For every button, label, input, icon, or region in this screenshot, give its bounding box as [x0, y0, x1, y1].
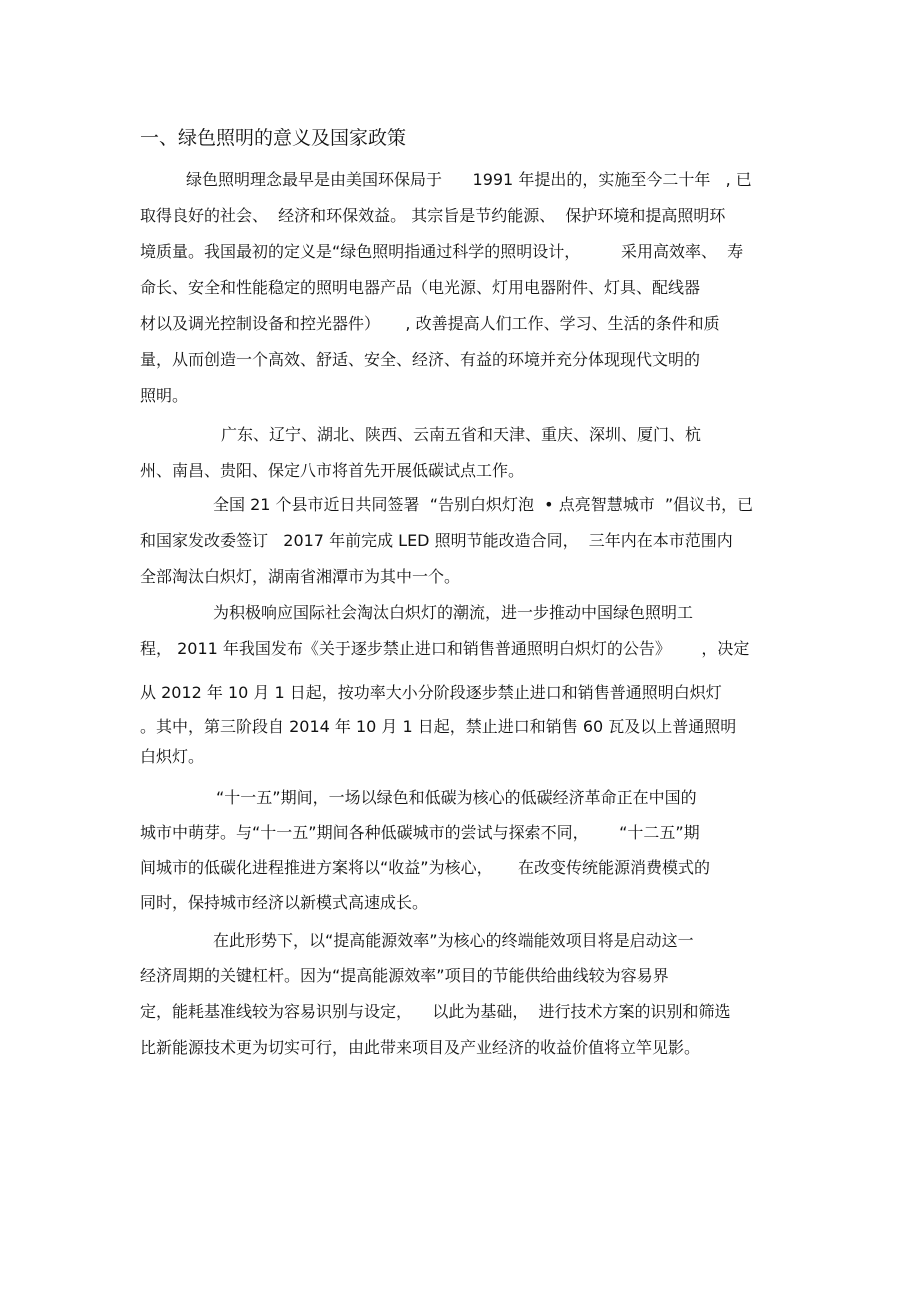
paragraph-5-line-3: 间城市的低碳化进程推进方案将以“收益”为核心， 在改变传统能源消费模式的: [140, 858, 711, 877]
paragraph-3-line-1: 全国 21 个县市近日共同签署 “告别白炽灯泡 • 点亮智慧城市 ”倡议书，已: [213, 495, 754, 514]
paragraph-1-line-2: 取得良好的社会、 经济和环保效益。 其宗旨是节约能源、 保护环境和提高照明环: [140, 206, 726, 225]
paragraph-1-line-6: 量，从而创造一个高效、舒适、安全、经济、有益的环境并充分体现现代文明的: [140, 350, 701, 369]
paragraph-1-line-5: 材以及调光控制设备和控光器件） , 改善提高人们工作、学习、生活的条件和质: [140, 314, 720, 333]
section-heading: 一、绿色照明的意义及国家政策: [140, 127, 407, 149]
paragraph-2-line-1: 广东、辽宁、湖北、陕西、云南五省和天津、重庆、深圳、厦门、杭: [221, 425, 702, 444]
paragraph-1-line-3: 境质量。我国最初的定义是“绿色照明指通过科学的照明设计， 采用高效率、 寿: [140, 242, 744, 261]
paragraph-6-line-2: 经济周期的关键杠杆。因为“提高能源效率”项目的节能供给曲线较为容易界: [140, 966, 669, 985]
paragraph-3-line-3: 全部淘汰白炽灯，湖南省湘潭市为其中一个。: [140, 567, 461, 586]
paragraph-5-line-1: “十一五”期间，一场以绿色和低碳为核心的低碳经济革命正在中国的: [216, 788, 697, 807]
paragraph-5-line-2: 城市中萌芽。与“十一五”期间各种低碳城市的尝试与探索不同， “十二五”期: [140, 823, 700, 842]
paragraph-4-line-4: 。其中，第三阶段自 2014 年 10 月 1 日起，禁止进口和销售 60 瓦及以上普通照明: [140, 717, 737, 736]
paragraph-4-line-3: 从 2012 年 10 月 1 日起，按功率大小分阶段逐步禁止进口和销售普通照明白炽灯: [140, 683, 722, 702]
paragraph-2-line-2: 州、南昌、贵阳、保定八市将首先开展低碳试点工作。: [140, 461, 525, 480]
paragraph-6-line-1: 在此形势下，以“提高能源效率”为核心的终端能效项目将是启动这一: [213, 931, 694, 950]
paragraph-1-line-1: 绿色照明理念最早是由美国环保局于 1991 年提出的，实施至今二十年 , 已: [186, 170, 752, 189]
paragraph-4-line-2: 程， 2011 年我国发布《关于逐步禁止进口和销售普通照明白炽灯的公告》 ，决定: [140, 639, 750, 658]
paragraph-4-line-5: 白炽灯。: [140, 747, 205, 766]
paragraph-6-line-3: 定，能耗基准线较为容易识别与设定， 以此为基础， 进行技术方案的识别和筛选: [140, 1002, 731, 1021]
paragraph-1-line-4: 命长、安全和性能稳定的照明电器产品（电光源、灯用电器附件、灯具、配线器: [140, 278, 701, 297]
paragraph-6-line-4: 比新能源技术更为切实可行，由此带来项目及产业经济的收益价值将立竿见影。: [140, 1038, 701, 1057]
paragraph-5-line-4: 同时，保持城市经济以新模式高速成长。: [140, 893, 429, 912]
paragraph-3-line-2: 和国家发改委签订 2017 年前完成 LED 照明节能改造合同， 三年内在本市范围内: [140, 531, 733, 550]
paragraph-4-line-1: 为积极响应国际社会淘汰白炽灯的潮流，进一步推动中国绿色照明工: [213, 603, 694, 622]
paragraph-1-line-7: 照明。: [140, 386, 189, 405]
